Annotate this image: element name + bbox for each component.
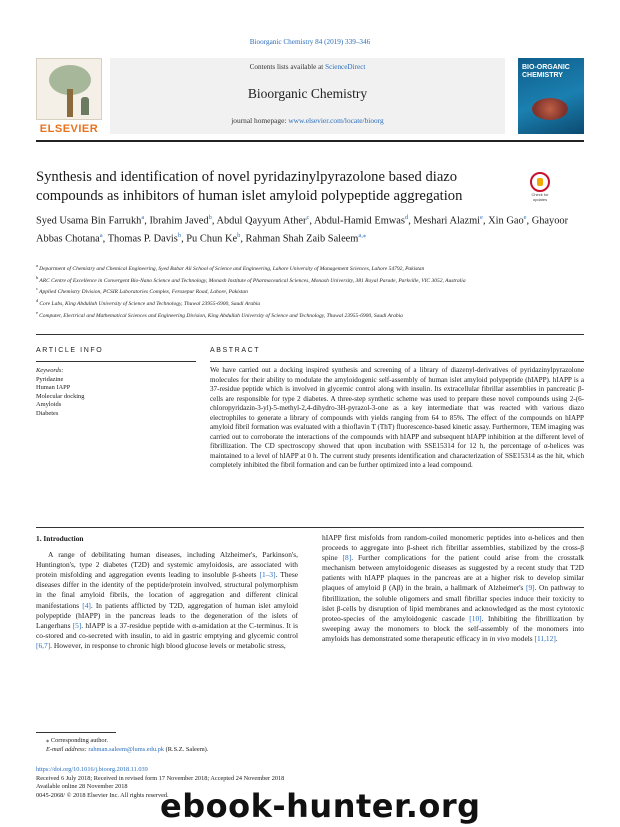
citation-link[interactable]: [9] xyxy=(526,583,535,593)
author-email-link[interactable]: rahman.saleem@lums.edu.pk xyxy=(88,745,165,753)
article-info-heading: ARTICLE INFO xyxy=(36,347,104,354)
author-name[interactable]: Syed Usama Bin Farrukh xyxy=(36,215,142,227)
email-suffix: (R.S.Z. Saleem). xyxy=(164,745,209,753)
author-name[interactable]: Thomas P. Davis xyxy=(107,233,178,245)
corresponding-label: Corresponding author. xyxy=(50,737,108,744)
citation-link[interactable]: [5] xyxy=(72,620,82,630)
section-heading-introduction: 1. Introduction xyxy=(36,534,84,543)
homepage-link[interactable]: www.elsevier.com/locate/bioorg xyxy=(288,116,384,125)
body-column-right xyxy=(322,533,584,644)
online-date: Available online 28 November 2018 xyxy=(36,783,128,791)
received-dates: Received 6 July 2018; Received in revised form 17 November 2018; Accepted 24 November 2018 xyxy=(36,774,285,782)
keywords-list xyxy=(36,376,196,419)
author-affiliation-mark[interactable]: a,⁎ xyxy=(358,232,367,240)
keywords-label: Keywords: xyxy=(36,367,64,374)
abstract-heading: ABSTRACT xyxy=(210,347,261,354)
author-name[interactable]: Ghayoor Abbas Chotana xyxy=(36,215,569,245)
intro-paragraph-left: A range of debilitating human diseases, including Alzheimer's, Parkinson's, Huntington's, type 2 diabetes (T2D) and systemic amyloidosis, are associated with protein misfolding and aggregation events leading to insoluble β-sheets [1–3]. These diseases differ in the identity of the peptide/protein involved, structural polymorphism in the final amyloid fibrils, the location of aggregation and different clinical manifestations [4]. In patients afflicted by T2D, aggregation of human islet amyloid polypeptide (hIAPP) in the pancreas leads to the degeneration of the islets of Langerhans [5]. hIAPP is a 37-residue peptide with α-amidation at the C-terminus. It is co-stored and co-secreted with insulin, to aid in gastric emptying and glycemic control [6,7]. However, in response to chronic high blood glucose levels or metabolic stress, xyxy=(36,550,298,650)
affiliation-list xyxy=(36,262,584,320)
crossmark-label-2: updates xyxy=(532,197,548,203)
citation-link[interactable]: [1–3] xyxy=(259,570,276,580)
journal-header xyxy=(110,58,505,134)
crossmark-badge[interactable] xyxy=(526,172,554,202)
elsevier-logo xyxy=(36,58,102,134)
author-affiliation-mark[interactable]: b xyxy=(177,232,182,240)
cover-art xyxy=(532,98,568,120)
author-affiliation-mark[interactable]: b xyxy=(208,214,212,221)
keyword-item: Molecular docking xyxy=(36,392,85,400)
body-rule xyxy=(36,527,584,528)
affiliation-item: $^d$ Core Labs, King Abdullah University of Science and Technology, Thuwal 23955-6900, Saudi Arabia xyxy=(36,297,261,307)
homepage-prefix: journal homepage: xyxy=(231,116,289,125)
email-label: E-mail address: xyxy=(46,745,89,753)
keyword-item: Diabetes xyxy=(36,409,59,417)
author-name[interactable]: Rahman Shah Zaib Saleem xyxy=(245,233,359,245)
keyword-item: Amyloids xyxy=(36,401,62,409)
affiliation-item: $^e$ Computer, Electrical and Mathematical Sciences and Engineering Division, King Abdullah University of Science and Technology, Thuwal 23955-6900, Saudi Arabia xyxy=(36,309,403,319)
affiliation-rule xyxy=(36,334,584,335)
abstract-text: We have carried out a docking inspired synthesis and screening of a library of diazenyl-derivatives of pyridazinylpyrazolone molecules for their ability to modulate the amyloidogenic self-assembly of human islet amyloid polypeptide (hIAPP). hIAPP is a 37-residue peptide which is involved in glycemic control along with insulin. Its extracellular fibrillar assemblies in pancreatic β-cells are responsible for type 2 diabetes. A three-step synthetic scheme was used to prepare these novel compounds using 2-(6-chloropyridazin-3-yl)-5-methyl-2,4-dihydro-3H-pyrazol-3-one as a key intermediate that was reacted with various diazo electrophiles to generate a library of compounds with yields ranging from 64 to 85%. The effect of the compounds on hIAPP amyloid fibril formation was evaluated with a thioflavin T (ThT) fluorescence-based kinetic assay. Furthermore, TEM imaging was carried out to corroborate the interactions of the compounds with hIAPP and subsequent hIAPP inhibition at the different level of fibrillization. The CD spectroscopy showed that upon incubation with SSE15314 for 12 h, the percentage of α-helices was maintained to a level of hIAPP at 0 h. The current study presents identification and characterization of SSE15314 as the hit, which completely inhibited the fibril formation and can be further optimized into a lead compound. xyxy=(210,366,584,470)
author-affiliation-mark[interactable]: d xyxy=(404,214,409,221)
intro-paragraph-right: hIAPP first misfolds from random-coiled monomeric peptides into α-helices and then proceeds to aggregate into β-sheet rich fibrillar assemblies, stabilized by the cross-β spine [8]. Further complications for the patient could arise from the crosstalk mechanism between amyloidogenic diseases as suggested by a recent study that T2D patients with hIAPP plaques in the pancreas are at a higher risk to develop similar plaques of amyloid β (Aβ) in the brain, a hallmark of Alzheimer's [9]. On pathway to fibrillization, the soluble oligomers and small fibrillar species induce their toxicity to islet β-cells by disruption of lipid membranes and acknowledged as the most cytotoxic proteo-species of the amyloidogenic cascade [10]. Inhibiting the fibrillization by sweeping away the monomers to block the self-assembly of the monomers into amyloids has demonstrated some therapeutic efficacy in in vivo models [11,12]. xyxy=(322,533,584,643)
journal-cover-thumbnail[interactable] xyxy=(518,58,584,134)
italic-text: in vivo xyxy=(489,633,510,643)
affiliation-item: $^b$ ARC Centre of Excellence in Convergent Bio-Nano Science and Technology, Monash Institute of Pharmaceutical Sciences, Monash University, 381 Royal Parade, Parkville, VIC 3052, Australia xyxy=(36,274,466,284)
crossmark-label-1: Check for xyxy=(531,192,549,197)
sciencedirect-link[interactable]: ScienceDirect xyxy=(325,63,366,71)
abstract-rule xyxy=(210,361,584,362)
citation-link[interactable]: [11,12] xyxy=(534,633,556,643)
article-info-rule xyxy=(36,361,196,362)
footnote-mark: ⁎ xyxy=(46,737,50,744)
author-name[interactable]: Pu Chun Ke xyxy=(186,233,238,245)
author-name[interactable]: Meshari Alazmi xyxy=(413,215,481,227)
elsevier-wordmark: ELSEVIER xyxy=(39,123,99,135)
author-name[interactable]: Ibrahim Javed xyxy=(149,215,209,227)
cover-title-line2: CHEMISTRY xyxy=(522,71,563,79)
footnote-rule xyxy=(36,732,116,733)
author-affiliation-mark[interactable]: e xyxy=(523,214,527,221)
watermark-text: ebook-hunter.org xyxy=(160,787,481,825)
article-title: Synthesis and identification of novel pyridazinylpyrazolone based diazo compounds as inhibitors of human islet amyloid polypeptide aggregation xyxy=(36,169,463,204)
author-name[interactable]: Abdul-Hamid Emwas xyxy=(314,215,405,227)
copyright-line: 0045-2068/ © 2018 Elsevier Inc. All rights reserved. xyxy=(36,791,169,799)
author-name[interactable]: Xin Gao xyxy=(488,215,524,227)
author-affiliation-mark[interactable]: b xyxy=(237,232,241,240)
author-affiliation-mark[interactable]: a xyxy=(99,232,103,240)
affiliation-item: $^c$ Applied Chemistry Division, PCSIR Laboratories Complex, Ferozepur Road, Lahore, Pakistan xyxy=(36,286,248,296)
header-rule xyxy=(36,140,584,142)
affiliation-item: $^a$ Department of Chemistry and Chemical Engineering, Syed Babar Ali School of Science and Engineering, Lahore University of Management Sciences, Lahore 54792, Pakistan xyxy=(36,263,425,272)
keyword-item: Pyridazine xyxy=(36,375,64,383)
keyword-item: Human IAPP xyxy=(36,384,71,392)
doi-link[interactable]: https://doi.org/10.1016/j.bioorg.2018.11.039 xyxy=(36,766,148,773)
author-list: Syed Usama Bin Farrukh$^a$, Ibrahim Javed$^b$, Abdul Qayyum Ather$^c$, Abdul-Hamid Emwas$^d$, Meshari Alazmi$^e$, Xin Gao$^e$, Ghayoor Abbas Chotana$^a$, Thomas P. Davis$^b$, Pu Chun Ke$^b$, Rahman Shah Zaib Saleem$^{a,⁎}$ xyxy=(36,214,569,245)
author-affiliation-mark[interactable]: a xyxy=(141,214,145,221)
citation-link[interactable]: [4] xyxy=(82,600,91,610)
citation-link[interactable]: [10] xyxy=(469,613,482,623)
contents-line xyxy=(110,58,505,71)
author-name[interactable]: Abdul Qayyum Ather xyxy=(216,215,307,227)
citation-link[interactable]: [6,7] xyxy=(36,640,51,650)
crossmark-icon xyxy=(530,172,550,192)
cover-title-line1: BIO-ORGANIC xyxy=(522,64,570,71)
contents-prefix: Contents lists available at xyxy=(249,63,326,71)
elsevier-tree-icon xyxy=(36,58,102,120)
author-affiliation-mark[interactable]: e xyxy=(480,214,483,221)
author-affiliation-mark[interactable]: c xyxy=(306,214,310,221)
keywords-block xyxy=(36,367,196,419)
body-column-left xyxy=(36,534,298,651)
citation-link[interactable]: [8] xyxy=(342,553,352,563)
journal-name: Bioorganic Chemistry xyxy=(247,86,368,101)
corresponding-author-footnote xyxy=(46,737,446,754)
journal-homepage xyxy=(110,116,505,125)
journal-reference-link[interactable]: Bioorganic Chemistry 84 (2019) 339–346 xyxy=(249,38,371,46)
